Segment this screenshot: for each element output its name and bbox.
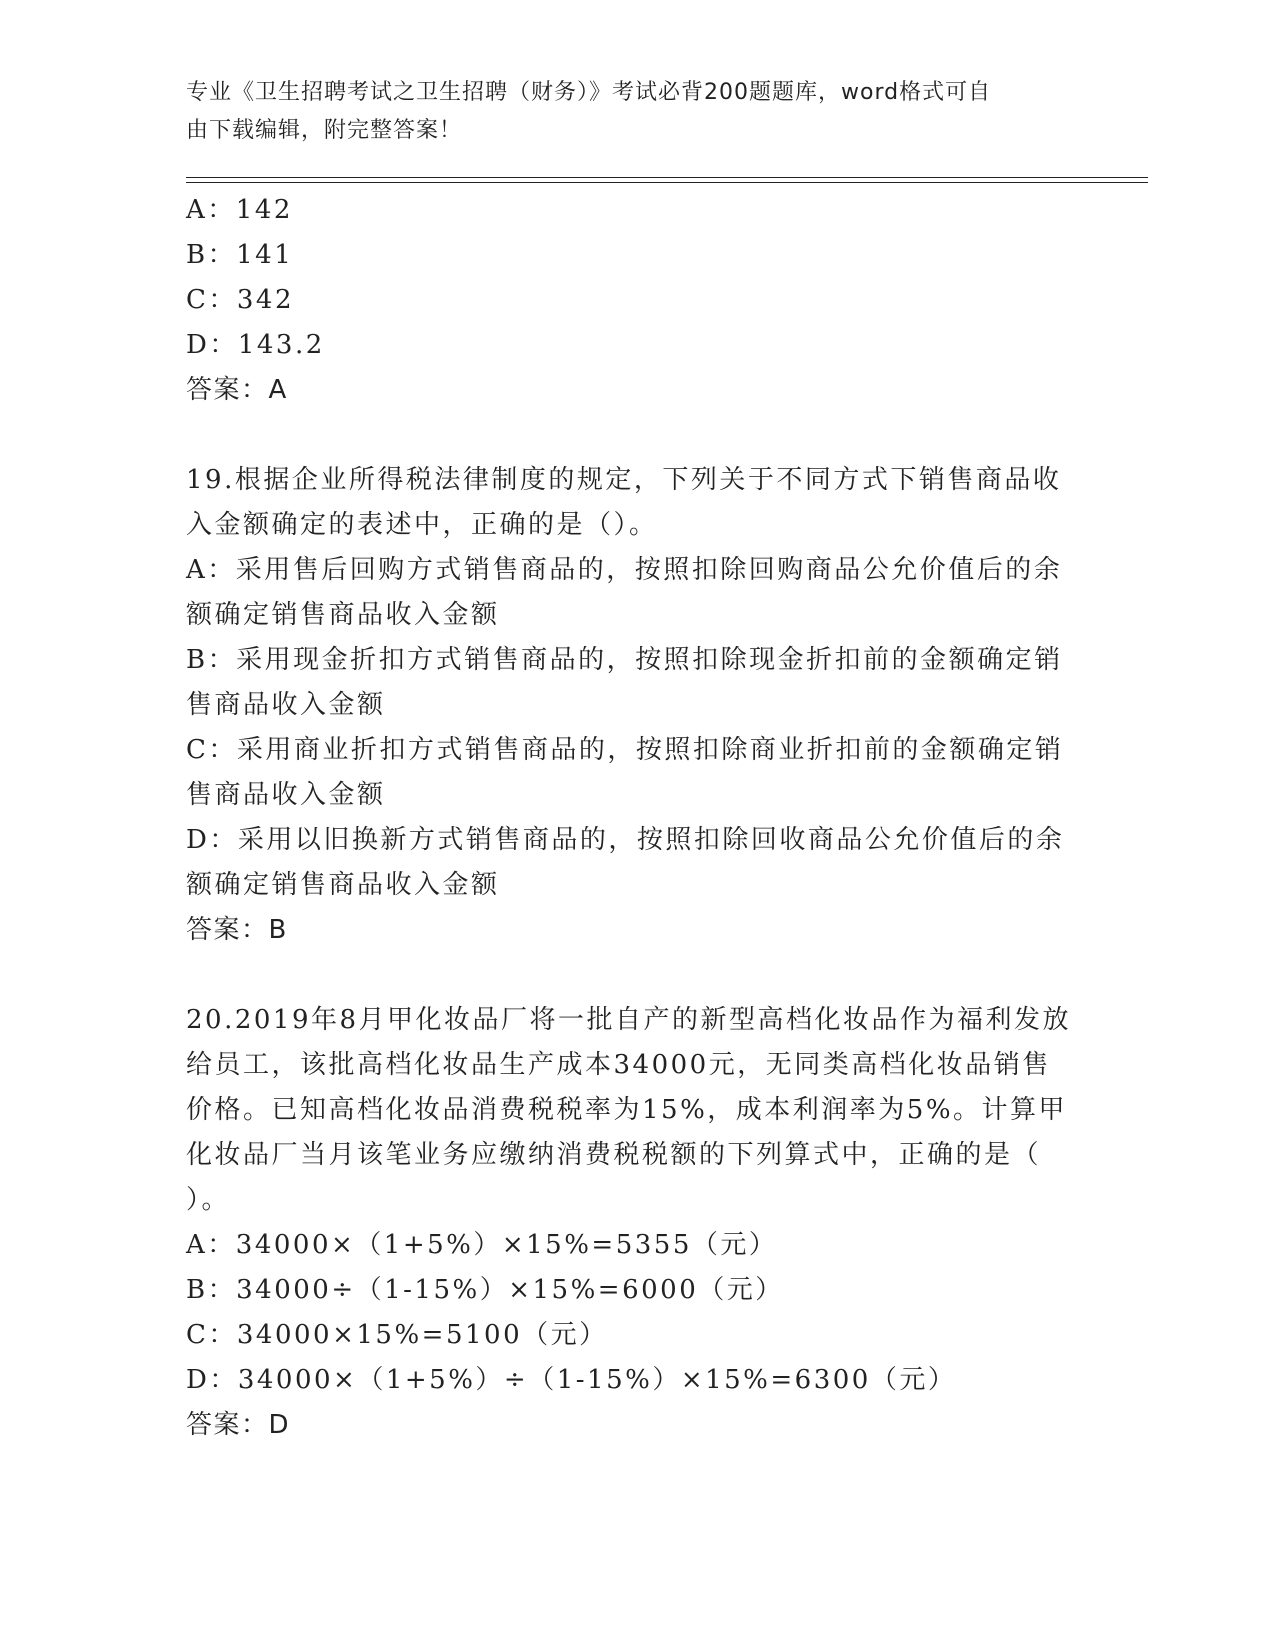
q20-option-a: A：34000×（1+5%）×15%=5355（元）	[186, 1230, 778, 1260]
q19-option-b-line-2: 售商品收入金额	[186, 690, 386, 720]
header-divider-bottom	[186, 182, 1148, 183]
q20-stem-line-4: 化妆品厂当月该笔业务应缴纳消费税税额的下列算式中，正确的是（	[186, 1140, 1042, 1170]
q19-option-c-line-1: C：采用商业折扣方式销售商品的，按照扣除商业折扣前的金额确定销	[186, 735, 1064, 765]
q19-answer: 答案：B	[186, 915, 288, 945]
q18-option-c: C：342	[186, 285, 295, 315]
header-line-2: 由下载编辑，附完整答案！	[186, 118, 463, 143]
q20-stem-line-3: 价格。已知高档化妆品消费税税率为15%，成本利润率为5%。计算甲	[186, 1095, 1068, 1125]
q19-option-c-line-2: 售商品收入金额	[186, 780, 386, 810]
q20-option-b: B：34000÷（1-15%）×15%=6000（元）	[186, 1275, 784, 1305]
q18-option-d: D：143.2	[186, 330, 325, 360]
q19-option-d-line-2: 额确定销售商品收入金额	[186, 870, 500, 900]
q18-option-a: A：142	[186, 195, 293, 225]
q20-stem-line-5: ）。	[186, 1185, 231, 1215]
q20-stem-line-1: 20.2019年8月甲化妆品厂将一批自产的新型高档化妆品作为福利发放	[186, 1005, 1072, 1035]
q19-stem-line-2: 入金额确定的表述中，正确的是（）。	[186, 510, 658, 540]
q18-answer: 答案：A	[186, 375, 288, 405]
q19-option-b-line-1: B：采用现金折扣方式销售商品的，按照扣除现金折扣前的金额确定销	[186, 645, 1063, 675]
q19-stem-line-1: 19.根据企业所得税法律制度的规定，下列关于不同方式下销售商品收	[186, 465, 1062, 495]
q19-option-a-line-1: A：采用售后回购方式销售商品的，按照扣除回购商品公允价值后的余	[186, 555, 1063, 585]
q18-option-b: B：141	[186, 240, 294, 270]
q20-stem-line-2: 给员工，该批高档化妆品生产成本34000元，无同类高档化妆品销售	[186, 1050, 1051, 1080]
q20-option-d: D：34000×（1+5%）÷（1-15%）×15%=6300（元）	[186, 1365, 957, 1395]
q20-answer: 答案：D	[186, 1410, 291, 1440]
header-line-1: 专业《卫生招聘考试之卫生招聘（财务）》考试必背200题题库，word格式可自	[186, 80, 992, 105]
q19-option-d-line-1: D：采用以旧换新方式销售商品的，按照扣除回收商品公允价值后的余	[186, 825, 1065, 855]
header-divider-top	[186, 177, 1148, 178]
q20-option-c: C：34000×15%=5100（元）	[186, 1320, 608, 1350]
document-header	[186, 74, 1066, 150]
q19-option-a-line-2: 额确定销售商品收入金额	[186, 600, 500, 630]
